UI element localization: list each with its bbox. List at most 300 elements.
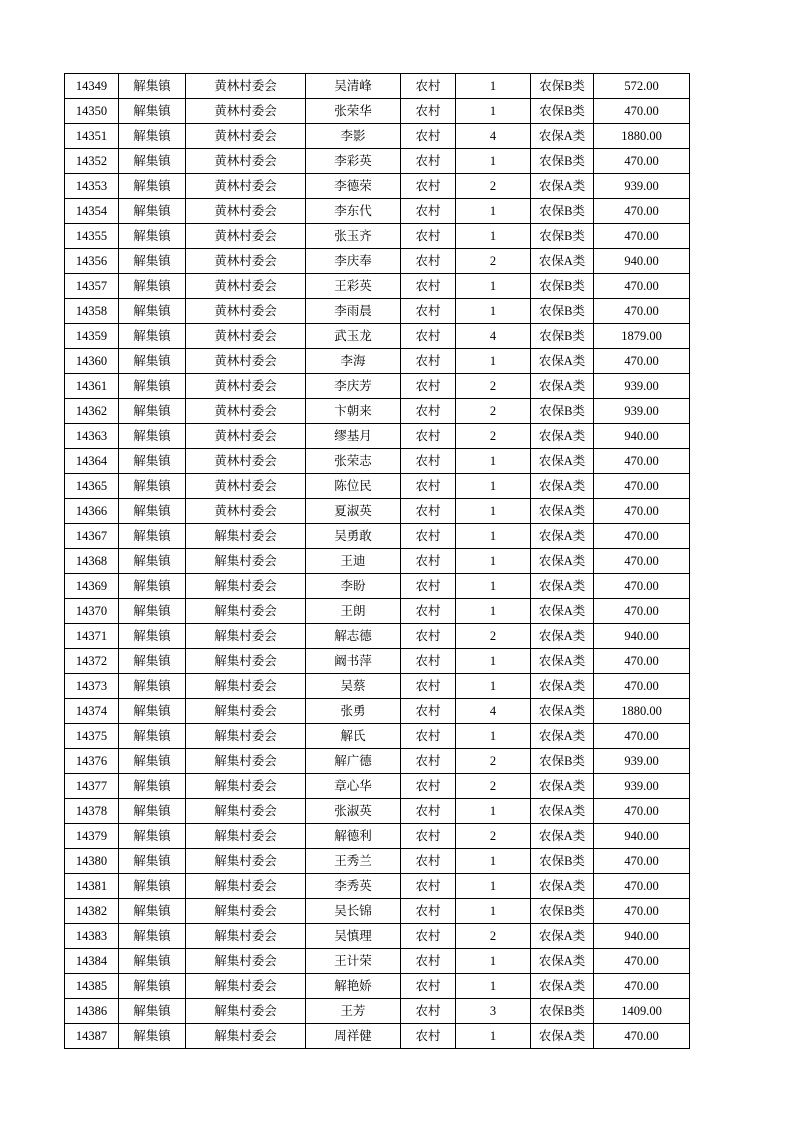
cell-town: 解集镇 <box>119 599 186 624</box>
cell-town: 解集镇 <box>119 74 186 99</box>
cell-type: 农村 <box>401 224 456 249</box>
table-row <box>65 449 690 474</box>
cell-count: 1 <box>456 899 531 924</box>
cell-name: 夏淑英 <box>306 499 401 524</box>
cell-amount: 470.00 <box>594 874 690 899</box>
cell-count: 1 <box>456 549 531 574</box>
cell-count: 2 <box>456 924 531 949</box>
cell-town: 解集镇 <box>119 524 186 549</box>
cell-count: 3 <box>456 999 531 1024</box>
cell-name: 王彩英 <box>306 274 401 299</box>
cell-category: 农保B类 <box>531 749 594 774</box>
cell-name: 解广德 <box>306 749 401 774</box>
cell-amount: 939.00 <box>594 174 690 199</box>
cell-village: 解集村委会 <box>186 949 306 974</box>
table-row <box>65 499 690 524</box>
cell-town: 解集镇 <box>119 224 186 249</box>
cell-id: 14365 <box>65 474 119 499</box>
cell-town: 解集镇 <box>119 424 186 449</box>
table-row <box>65 524 690 549</box>
cell-village: 解集村委会 <box>186 899 306 924</box>
cell-village: 解集村委会 <box>186 549 306 574</box>
cell-type: 农村 <box>401 424 456 449</box>
cell-village: 解集村委会 <box>186 649 306 674</box>
cell-village: 黄林村委会 <box>186 374 306 399</box>
cell-amount: 470.00 <box>594 849 690 874</box>
cell-type: 农村 <box>401 499 456 524</box>
table-row <box>65 274 690 299</box>
cell-id: 14354 <box>65 199 119 224</box>
cell-village: 黄林村委会 <box>186 149 306 174</box>
cell-count: 2 <box>456 824 531 849</box>
cell-amount: 470.00 <box>594 274 690 299</box>
cell-type: 农村 <box>401 249 456 274</box>
cell-village: 黄林村委会 <box>186 99 306 124</box>
cell-name: 吴勇敢 <box>306 524 401 549</box>
cell-village: 解集村委会 <box>186 824 306 849</box>
cell-name: 李庆奉 <box>306 249 401 274</box>
cell-category: 农保A类 <box>531 824 594 849</box>
cell-count: 1 <box>456 299 531 324</box>
cell-town: 解集镇 <box>119 974 186 999</box>
cell-id: 14372 <box>65 649 119 674</box>
cell-name: 张淑英 <box>306 799 401 824</box>
cell-name: 王秀兰 <box>306 849 401 874</box>
cell-count: 1 <box>456 949 531 974</box>
cell-count: 1 <box>456 449 531 474</box>
cell-count: 1 <box>456 599 531 624</box>
cell-amount: 470.00 <box>594 474 690 499</box>
cell-id: 14364 <box>65 449 119 474</box>
cell-category: 农保A类 <box>531 649 594 674</box>
cell-category: 农保A类 <box>531 774 594 799</box>
cell-town: 解集镇 <box>119 774 186 799</box>
cell-id: 14383 <box>65 924 119 949</box>
cell-type: 农村 <box>401 774 456 799</box>
cell-type: 农村 <box>401 74 456 99</box>
cell-category: 农保A类 <box>531 449 594 474</box>
cell-category: 农保B类 <box>531 299 594 324</box>
cell-category: 农保B类 <box>531 849 594 874</box>
cell-id: 14370 <box>65 599 119 624</box>
cell-town: 解集镇 <box>119 99 186 124</box>
cell-amount: 1879.00 <box>594 324 690 349</box>
cell-village: 黄林村委会 <box>186 74 306 99</box>
table-row <box>65 674 690 699</box>
cell-town: 解集镇 <box>119 624 186 649</box>
cell-amount: 940.00 <box>594 624 690 649</box>
cell-name: 吴慎理 <box>306 924 401 949</box>
cell-amount: 470.00 <box>594 149 690 174</box>
cell-type: 农村 <box>401 449 456 474</box>
table-row <box>65 474 690 499</box>
cell-amount: 470.00 <box>594 599 690 624</box>
cell-town: 解集镇 <box>119 449 186 474</box>
table-row <box>65 799 690 824</box>
cell-amount: 572.00 <box>594 74 690 99</box>
cell-id: 14371 <box>65 624 119 649</box>
cell-id: 14387 <box>65 1024 119 1049</box>
cell-id: 14380 <box>65 849 119 874</box>
cell-village: 黄林村委会 <box>186 474 306 499</box>
cell-name: 解艳娇 <box>306 974 401 999</box>
cell-type: 农村 <box>401 899 456 924</box>
cell-name: 张玉齐 <box>306 224 401 249</box>
cell-village: 解集村委会 <box>186 624 306 649</box>
table-row <box>65 299 690 324</box>
table-row <box>65 1024 690 1049</box>
cell-category: 农保A类 <box>531 524 594 549</box>
cell-type: 农村 <box>401 374 456 399</box>
cell-category: 农保A类 <box>531 799 594 824</box>
cell-count: 1 <box>456 1024 531 1049</box>
cell-town: 解集镇 <box>119 674 186 699</box>
cell-amount: 940.00 <box>594 249 690 274</box>
cell-amount: 470.00 <box>594 799 690 824</box>
cell-count: 2 <box>456 424 531 449</box>
cell-village: 黄林村委会 <box>186 174 306 199</box>
cell-village: 黄林村委会 <box>186 424 306 449</box>
cell-count: 1 <box>456 724 531 749</box>
cell-type: 农村 <box>401 524 456 549</box>
cell-count: 1 <box>456 674 531 699</box>
cell-category: 农保B类 <box>531 149 594 174</box>
cell-name: 李庆芳 <box>306 374 401 399</box>
cell-village: 解集村委会 <box>186 874 306 899</box>
cell-name: 王朗 <box>306 599 401 624</box>
cell-id: 14373 <box>65 674 119 699</box>
cell-type: 农村 <box>401 824 456 849</box>
cell-village: 解集村委会 <box>186 849 306 874</box>
cell-amount: 940.00 <box>594 924 690 949</box>
cell-town: 解集镇 <box>119 374 186 399</box>
cell-id: 14384 <box>65 949 119 974</box>
cell-id: 14375 <box>65 724 119 749</box>
table-row <box>65 874 690 899</box>
cell-id: 14359 <box>65 324 119 349</box>
table-row <box>65 949 690 974</box>
cell-count: 1 <box>456 349 531 374</box>
table-row <box>65 574 690 599</box>
insurance-table <box>64 73 690 1049</box>
cell-type: 农村 <box>401 99 456 124</box>
cell-town: 解集镇 <box>119 999 186 1024</box>
cell-id: 14363 <box>65 424 119 449</box>
cell-count: 1 <box>456 274 531 299</box>
cell-type: 农村 <box>401 299 456 324</box>
cell-village: 黄林村委会 <box>186 324 306 349</box>
cell-village: 解集村委会 <box>186 524 306 549</box>
cell-count: 4 <box>456 324 531 349</box>
cell-village: 黄林村委会 <box>186 249 306 274</box>
cell-count: 1 <box>456 524 531 549</box>
cell-amount: 470.00 <box>594 199 690 224</box>
cell-category: 农保A类 <box>531 124 594 149</box>
cell-id: 14386 <box>65 999 119 1024</box>
table-row <box>65 549 690 574</box>
cell-town: 解集镇 <box>119 824 186 849</box>
cell-id: 14357 <box>65 274 119 299</box>
table-row <box>65 699 690 724</box>
cell-amount: 470.00 <box>594 349 690 374</box>
cell-village: 解集村委会 <box>186 599 306 624</box>
cell-town: 解集镇 <box>119 799 186 824</box>
cell-category: 农保B类 <box>531 224 594 249</box>
table-row <box>65 149 690 174</box>
cell-type: 农村 <box>401 474 456 499</box>
cell-name: 吴蔡 <box>306 674 401 699</box>
cell-id: 14355 <box>65 224 119 249</box>
cell-village: 黄林村委会 <box>186 349 306 374</box>
cell-town: 解集镇 <box>119 174 186 199</box>
table-row <box>65 199 690 224</box>
cell-amount: 470.00 <box>594 674 690 699</box>
cell-name: 王芳 <box>306 999 401 1024</box>
cell-town: 解集镇 <box>119 749 186 774</box>
cell-town: 解集镇 <box>119 849 186 874</box>
cell-category: 农保A类 <box>531 874 594 899</box>
cell-id: 14356 <box>65 249 119 274</box>
cell-category: 农保B类 <box>531 199 594 224</box>
cell-town: 解集镇 <box>119 874 186 899</box>
cell-category: 农保A类 <box>531 924 594 949</box>
cell-type: 农村 <box>401 174 456 199</box>
cell-count: 2 <box>456 749 531 774</box>
cell-category: 农保B类 <box>531 999 594 1024</box>
cell-id: 14367 <box>65 524 119 549</box>
cell-amount: 470.00 <box>594 949 690 974</box>
cell-town: 解集镇 <box>119 199 186 224</box>
cell-count: 1 <box>456 149 531 174</box>
cell-name: 卞朝来 <box>306 399 401 424</box>
cell-count: 2 <box>456 174 531 199</box>
cell-town: 解集镇 <box>119 699 186 724</box>
cell-amount: 470.00 <box>594 724 690 749</box>
table-row <box>65 824 690 849</box>
cell-amount: 470.00 <box>594 549 690 574</box>
cell-amount: 1880.00 <box>594 699 690 724</box>
cell-category: 农保A类 <box>531 174 594 199</box>
cell-amount: 939.00 <box>594 749 690 774</box>
table-row <box>65 899 690 924</box>
cell-name: 李雨晨 <box>306 299 401 324</box>
cell-id: 14362 <box>65 399 119 424</box>
cell-amount: 939.00 <box>594 374 690 399</box>
cell-amount: 470.00 <box>594 449 690 474</box>
cell-type: 农村 <box>401 874 456 899</box>
cell-town: 解集镇 <box>119 649 186 674</box>
cell-name: 武玉龙 <box>306 324 401 349</box>
cell-type: 农村 <box>401 624 456 649</box>
table-row <box>65 774 690 799</box>
cell-village: 解集村委会 <box>186 924 306 949</box>
cell-type: 农村 <box>401 124 456 149</box>
cell-id: 14361 <box>65 374 119 399</box>
cell-category: 农保A类 <box>531 1024 594 1049</box>
cell-name: 陈位民 <box>306 474 401 499</box>
cell-amount: 470.00 <box>594 649 690 674</box>
cell-category: 农保A类 <box>531 349 594 374</box>
cell-amount: 470.00 <box>594 99 690 124</box>
cell-village: 黄林村委会 <box>186 274 306 299</box>
cell-name: 张勇 <box>306 699 401 724</box>
cell-name: 吴清峰 <box>306 74 401 99</box>
cell-name: 王迪 <box>306 549 401 574</box>
cell-count: 2 <box>456 249 531 274</box>
cell-id: 14349 <box>65 74 119 99</box>
cell-town: 解集镇 <box>119 324 186 349</box>
cell-town: 解集镇 <box>119 574 186 599</box>
cell-type: 农村 <box>401 574 456 599</box>
cell-amount: 940.00 <box>594 824 690 849</box>
table-row <box>65 74 690 99</box>
cell-village: 解集村委会 <box>186 699 306 724</box>
cell-type: 农村 <box>401 1024 456 1049</box>
cell-count: 1 <box>456 224 531 249</box>
cell-id: 14368 <box>65 549 119 574</box>
cell-type: 农村 <box>401 649 456 674</box>
cell-type: 农村 <box>401 324 456 349</box>
cell-town: 解集镇 <box>119 124 186 149</box>
table-row <box>65 424 690 449</box>
table-row <box>65 999 690 1024</box>
cell-name: 缪基月 <box>306 424 401 449</box>
cell-town: 解集镇 <box>119 949 186 974</box>
cell-town: 解集镇 <box>119 1024 186 1049</box>
cell-town: 解集镇 <box>119 249 186 274</box>
cell-count: 1 <box>456 574 531 599</box>
cell-id: 14369 <box>65 574 119 599</box>
cell-town: 解集镇 <box>119 474 186 499</box>
cell-id: 14377 <box>65 774 119 799</box>
cell-village: 黄林村委会 <box>186 299 306 324</box>
cell-id: 14381 <box>65 874 119 899</box>
cell-name: 解德利 <box>306 824 401 849</box>
cell-amount: 470.00 <box>594 299 690 324</box>
cell-village: 解集村委会 <box>186 574 306 599</box>
cell-category: 农保B类 <box>531 899 594 924</box>
cell-name: 王计荣 <box>306 949 401 974</box>
cell-type: 农村 <box>401 699 456 724</box>
cell-name: 李彩英 <box>306 149 401 174</box>
cell-name: 李秀英 <box>306 874 401 899</box>
cell-category: 农保A类 <box>531 424 594 449</box>
cell-count: 2 <box>456 624 531 649</box>
table-row <box>65 599 690 624</box>
cell-category: 农保A类 <box>531 474 594 499</box>
cell-village: 黄林村委会 <box>186 399 306 424</box>
cell-village: 黄林村委会 <box>186 199 306 224</box>
cell-amount: 470.00 <box>594 899 690 924</box>
cell-amount: 470.00 <box>594 574 690 599</box>
cell-category: 农保A类 <box>531 624 594 649</box>
cell-amount: 470.00 <box>594 974 690 999</box>
cell-type: 农村 <box>401 924 456 949</box>
cell-category: 农保B类 <box>531 324 594 349</box>
cell-type: 农村 <box>401 849 456 874</box>
cell-amount: 470.00 <box>594 524 690 549</box>
cell-id: 14351 <box>65 124 119 149</box>
cell-type: 农村 <box>401 274 456 299</box>
cell-amount: 1880.00 <box>594 124 690 149</box>
cell-amount: 940.00 <box>594 424 690 449</box>
table-row <box>65 724 690 749</box>
cell-village: 黄林村委会 <box>186 499 306 524</box>
cell-town: 解集镇 <box>119 149 186 174</box>
cell-category: 农保A类 <box>531 549 594 574</box>
cell-count: 1 <box>456 799 531 824</box>
cell-name: 李盼 <box>306 574 401 599</box>
cell-count: 2 <box>456 399 531 424</box>
cell-amount: 939.00 <box>594 399 690 424</box>
cell-name: 章心华 <box>306 774 401 799</box>
cell-category: 农保A类 <box>531 974 594 999</box>
cell-count: 1 <box>456 974 531 999</box>
table-row <box>65 174 690 199</box>
cell-id: 14385 <box>65 974 119 999</box>
cell-count: 1 <box>456 199 531 224</box>
cell-type: 农村 <box>401 724 456 749</box>
cell-type: 农村 <box>401 674 456 699</box>
cell-type: 农村 <box>401 999 456 1024</box>
cell-name: 解志德 <box>306 624 401 649</box>
cell-town: 解集镇 <box>119 899 186 924</box>
cell-town: 解集镇 <box>119 499 186 524</box>
cell-id: 14376 <box>65 749 119 774</box>
cell-category: 农保B类 <box>531 399 594 424</box>
cell-id: 14378 <box>65 799 119 824</box>
cell-category: 农保A类 <box>531 674 594 699</box>
cell-count: 1 <box>456 99 531 124</box>
cell-amount: 470.00 <box>594 1024 690 1049</box>
table-row <box>65 849 690 874</box>
cell-count: 1 <box>456 74 531 99</box>
cell-count: 1 <box>456 474 531 499</box>
cell-count: 1 <box>456 874 531 899</box>
cell-count: 2 <box>456 774 531 799</box>
cell-category: 农保A类 <box>531 949 594 974</box>
cell-name: 张荣志 <box>306 449 401 474</box>
cell-name: 阚书萍 <box>306 649 401 674</box>
cell-name: 解氏 <box>306 724 401 749</box>
table-row <box>65 649 690 674</box>
cell-village: 黄林村委会 <box>186 124 306 149</box>
cell-amount: 939.00 <box>594 774 690 799</box>
cell-type: 农村 <box>401 549 456 574</box>
cell-count: 2 <box>456 374 531 399</box>
cell-id: 14350 <box>65 99 119 124</box>
cell-town: 解集镇 <box>119 299 186 324</box>
cell-category: 农保A类 <box>531 599 594 624</box>
cell-type: 农村 <box>401 149 456 174</box>
cell-category: 农保B类 <box>531 274 594 299</box>
table-row <box>65 624 690 649</box>
cell-town: 解集镇 <box>119 724 186 749</box>
cell-id: 14379 <box>65 824 119 849</box>
table-row <box>65 324 690 349</box>
cell-id: 14360 <box>65 349 119 374</box>
cell-category: 农保A类 <box>531 724 594 749</box>
cell-name: 李德荣 <box>306 174 401 199</box>
cell-name: 吴长锦 <box>306 899 401 924</box>
cell-type: 农村 <box>401 949 456 974</box>
cell-category: 农保A类 <box>531 499 594 524</box>
table-row <box>65 224 690 249</box>
cell-id: 14374 <box>65 699 119 724</box>
cell-category: 农保B类 <box>531 99 594 124</box>
cell-village: 解集村委会 <box>186 724 306 749</box>
cell-type: 农村 <box>401 599 456 624</box>
